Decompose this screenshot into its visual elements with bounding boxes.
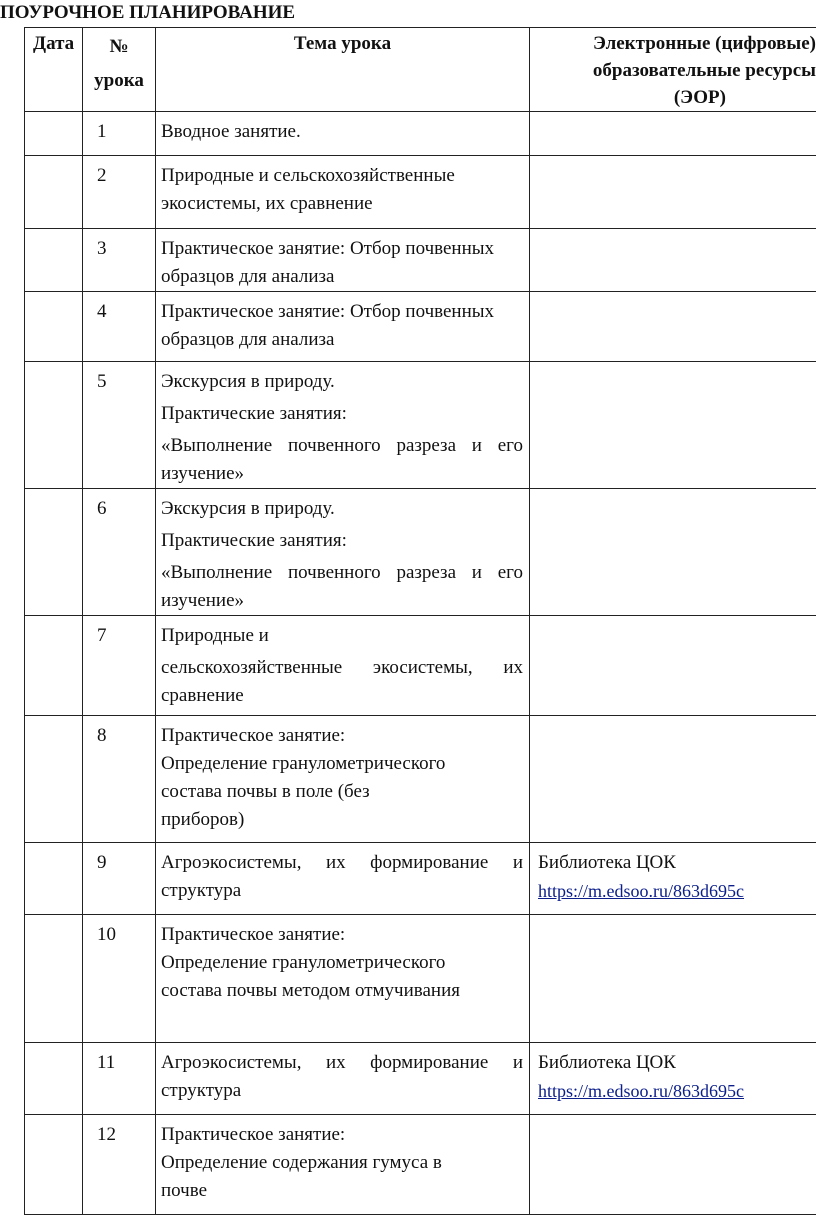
topic-line: Вводное занятие. xyxy=(161,118,523,146)
library-label: Библиотека ЦОК xyxy=(538,849,816,877)
topic-line: почве xyxy=(161,1177,523,1205)
header-eor-line3: (ЭОР) xyxy=(674,87,726,108)
table-row xyxy=(25,915,816,1043)
topic-line: состава почвы в поле (без xyxy=(161,778,523,806)
lesson-topic xyxy=(156,112,530,156)
topic-line: образцов для анализа xyxy=(161,263,523,291)
date-cell xyxy=(25,716,83,843)
header-eor-line1: Электронные (цифровые) xyxy=(593,33,816,54)
eor-cell xyxy=(530,616,816,716)
table-row xyxy=(25,292,816,362)
library-link[interactable]: https://m.edsoo.ru/863d695c xyxy=(538,1077,816,1105)
page-title: ПОУРОЧНОЕ ПЛАНИРОВАНИЕ xyxy=(0,2,295,24)
eor-cell xyxy=(530,362,816,489)
eor-cell xyxy=(530,915,816,1043)
library-link[interactable]: https://m.edsoo.ru/863d695c xyxy=(538,877,816,905)
topic-line: Практические занятия: xyxy=(161,527,523,555)
topic-line: образцов для анализа xyxy=(161,326,523,354)
date-cell xyxy=(25,489,83,616)
header-row xyxy=(25,28,816,112)
eor-cell xyxy=(530,843,816,915)
header-lesson-word: урока xyxy=(94,70,144,91)
lesson-topic xyxy=(156,292,530,362)
topic-line: Определение гранулометрического xyxy=(161,949,523,977)
topic-line: Агроэкосистемы, их формирование и структура xyxy=(161,1049,523,1105)
header-eor xyxy=(530,28,816,112)
lesson-number: 8 xyxy=(83,716,156,843)
topic-line: Экскурсия в природу. xyxy=(161,368,523,396)
eor-cell xyxy=(530,292,816,362)
topic-line: Природные и xyxy=(161,622,523,650)
lesson-number: 6 xyxy=(83,489,156,616)
date-cell xyxy=(25,843,83,915)
topic-line: Практическое занятие: Отбор почвенных xyxy=(161,235,523,263)
topic-line: состава почвы методом отмучивания xyxy=(161,977,523,1005)
date-cell xyxy=(25,915,83,1043)
topic-line: сельскохозяйственные экосистемы, их сравнение xyxy=(161,654,523,710)
lesson-plan-table xyxy=(24,27,816,1215)
eor-cell xyxy=(530,229,816,292)
topic-line: Природные и сельскохозяйственные xyxy=(161,162,523,190)
lesson-topic xyxy=(156,1043,530,1115)
header-number-sign: № xyxy=(109,36,128,57)
topic-line: Практическое занятие: xyxy=(161,1121,523,1149)
lesson-topic xyxy=(156,156,530,229)
lesson-number: 1 xyxy=(83,112,156,156)
topic-line: экосистемы, их сравнение xyxy=(161,190,523,218)
topic-line: Экскурсия в природу. xyxy=(161,495,523,523)
eor-cell xyxy=(530,156,816,229)
lesson-topic xyxy=(156,362,530,489)
topic-line: Определение гранулометрического xyxy=(161,750,523,778)
table-row xyxy=(25,716,816,843)
lesson-topic xyxy=(156,616,530,716)
lesson-number: 12 xyxy=(83,1115,156,1215)
eor-cell xyxy=(530,489,816,616)
lesson-number: 11 xyxy=(83,1043,156,1115)
lesson-topic xyxy=(156,1115,530,1215)
topic-line: «Выполнение почвенного разреза и его изучение» xyxy=(161,432,523,488)
date-cell xyxy=(25,112,83,156)
lesson-number: 2 xyxy=(83,156,156,229)
lesson-topic xyxy=(156,716,530,843)
table-row xyxy=(25,362,816,489)
eor-cell xyxy=(530,1115,816,1215)
lesson-number: 7 xyxy=(83,616,156,716)
table-row xyxy=(25,843,816,915)
lesson-topic xyxy=(156,489,530,616)
table-row xyxy=(25,156,816,229)
topic-line: приборов) xyxy=(161,806,523,834)
header-topic: Тема урока xyxy=(156,28,530,112)
date-cell xyxy=(25,1043,83,1115)
topic-line: «Выполнение почвенного разреза и его изучение» xyxy=(161,559,523,615)
table-row xyxy=(25,616,816,716)
library-label: Библиотека ЦОК xyxy=(538,1049,816,1077)
header-date: Дата xyxy=(25,28,83,112)
date-cell xyxy=(25,1115,83,1215)
table-row xyxy=(25,489,816,616)
table-row xyxy=(25,229,816,292)
date-cell xyxy=(25,616,83,716)
topic-line: Практические занятия: xyxy=(161,400,523,428)
lesson-topic xyxy=(156,843,530,915)
date-cell xyxy=(25,156,83,229)
topic-line: Практическое занятие: xyxy=(161,921,523,949)
eor-cell xyxy=(530,716,816,843)
topic-line: Практическое занятие: xyxy=(161,722,523,750)
eor-cell xyxy=(530,1043,816,1115)
eor-cell xyxy=(530,112,816,156)
date-cell xyxy=(25,362,83,489)
topic-line: Определение содержания гумуса в xyxy=(161,1149,523,1177)
lesson-number: 5 xyxy=(83,362,156,489)
table-row xyxy=(25,1043,816,1115)
header-lesson-number xyxy=(83,28,156,112)
lesson-number: 9 xyxy=(83,843,156,915)
lesson-topic xyxy=(156,229,530,292)
table-row xyxy=(25,1115,816,1215)
lesson-number: 3 xyxy=(83,229,156,292)
lesson-number: 10 xyxy=(83,915,156,1043)
table-row xyxy=(25,112,816,156)
date-cell xyxy=(25,292,83,362)
date-cell xyxy=(25,229,83,292)
topic-line: Агроэкосистемы, их формирование и структура xyxy=(161,849,523,905)
header-eor-line2: образовательные ресурсы xyxy=(593,60,816,81)
topic-line: Практическое занятие: Отбор почвенных xyxy=(161,298,523,326)
lesson-number: 4 xyxy=(83,292,156,362)
lesson-topic xyxy=(156,915,530,1043)
